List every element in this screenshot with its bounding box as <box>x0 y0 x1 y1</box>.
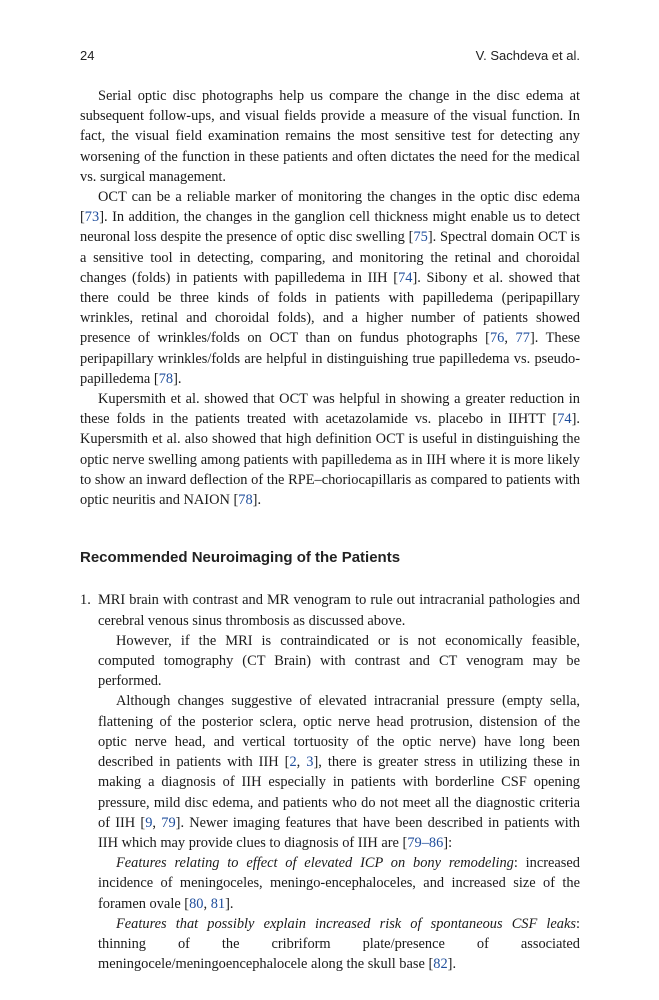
text-segment: However, if the MRI is contraindicated or is not economically feasible, computed tomography (CT Brain) with contrast and CT venogram may be performed. <box>98 632 580 690</box>
paragraph <box>98 853 580 914</box>
text-segment: : thinning of the cribriform plate/presence of associated meningocele/meningoencephalocele along the skull base [ <box>98 915 580 973</box>
text-segment: : increased incidence of meningoceles, meningo-encephaloceles, and increased size of the foramen ovale [ <box>98 855 580 912</box>
text-segment: ]. Sibony et al. showed that there could be three kinds of folds in patients with papilledema (peripapillary wrinkles, retinal and choroidal folds), and a higher number of patients showed presence of wrinkles/folds on OCT than on fundus photographs [ <box>80 269 580 347</box>
citation-link[interactable]: 75 <box>413 229 428 246</box>
paragraph <box>98 631 580 692</box>
text-segment: ]. <box>252 492 262 509</box>
citation-link[interactable]: 79 <box>161 814 176 831</box>
text-segment: , <box>152 814 162 831</box>
intro-paragraphs <box>80 86 580 510</box>
text-segment: ]. Newer imaging features that have been described in patients with IIH which may provide clues to diagnosis of IIH are [ <box>98 814 580 851</box>
paragraph <box>80 187 580 389</box>
citation-link[interactable]: 82 <box>433 956 448 973</box>
text-segment: Serial optic disc photographs help us compare the change in the disc edema at subsequent follow-ups, and visual fields provide a measure of the visual function. In fact, the visual field examination remains the most sensitive test for detecting any worsening of the function in these patients and often dictates the need for the medical vs. surgical management. <box>80 88 580 185</box>
text-segment: , <box>504 330 516 347</box>
paragraph <box>80 389 580 510</box>
text-segment: , <box>203 895 211 912</box>
citation-link[interactable]: 80 <box>189 895 204 912</box>
page-header <box>80 48 580 68</box>
citation-link[interactable]: 79–86 <box>407 834 444 851</box>
citation-link[interactable]: 78 <box>158 370 174 387</box>
text-segment: , <box>296 754 307 771</box>
text-segment: ], there is greater stress in utilizing these in making a diagnosis of IIH especially in patients with borderline CSF opening pressure, mild disc edema, and patients who do not meet all the diagnostic criteria of IIH [ <box>98 754 580 831</box>
text-segment: Although changes suggestive of elevated intracranial pressure (empty sella, flattening of the posterior sclera, optic nerve head protrusion, distension of the optic nerve head, and vertical tortuosity of the optic nerve) have long been described in patients with IIH [ <box>98 693 580 771</box>
citation-link[interactable]: 76 <box>489 330 505 347</box>
citation-link[interactable]: 74 <box>557 411 572 428</box>
citation-link[interactable]: 2 <box>289 754 297 771</box>
italic-text: Features relating to effect of elevated ICP on bony remodeling <box>116 855 514 872</box>
citation-link[interactable]: 74 <box>398 269 413 286</box>
list-marker: 1. <box>80 592 91 609</box>
italic-text: Features that possibly explain increased risk of spontaneous CSF leaks <box>116 915 576 932</box>
text-segment: ]: <box>443 834 453 851</box>
paragraph <box>80 86 580 187</box>
paragraph <box>98 590 580 630</box>
text-segment: ]. <box>173 370 182 387</box>
text-segment: MRI brain with contrast and MR venogram to rule out intracranial pathologies and cerebral venous sinus thrombosis as discussed above. <box>98 592 580 629</box>
section-title: Recommended Neuroimaging of the Patients <box>80 549 401 567</box>
paragraph <box>98 914 580 975</box>
text-segment: ]. Kupersmith et al. also showed that high definition OCT is useful in distinguishing the optic nerve swelling among patients with papilledema as in IIH where it is more likely to show an inward deflection of the RPE–choriocapillaris as compared to patients with optic neuritis and NAION [ <box>80 411 580 509</box>
page-number: 24 <box>80 48 95 63</box>
citation-link[interactable]: 78 <box>238 492 253 509</box>
citation-link[interactable]: 3 <box>306 754 314 771</box>
text-segment: ]. <box>225 895 234 912</box>
list-paragraphs <box>98 590 580 974</box>
text-segment: ]. <box>447 956 457 973</box>
text-segment: ]. In addition, the changes in the ganglion cell thickness might enable us to detect neuronal loss despite the presence of optic disc swelling [ <box>80 209 580 246</box>
article-body <box>80 86 580 974</box>
paragraph <box>98 691 580 853</box>
citation-link[interactable]: 77 <box>515 330 530 347</box>
citation-link[interactable]: 81 <box>210 895 226 912</box>
text-segment: ]. These peripapillary wrinkles/folds are helpful in distinguishing true papilledema vs. pseudo-papilledema [ <box>80 330 580 387</box>
text-segment: ]. Spectral domain OCT is a sensitive tool in detecting, comparing, and monitoring the retinal and choroidal changes (folds) in patients with papilledema in IIH [ <box>80 229 580 286</box>
citation-link[interactable]: 9 <box>145 814 153 831</box>
list-item <box>80 590 580 974</box>
citation-link[interactable]: 73 <box>84 209 100 226</box>
text-segment: Kupersmith et al. showed that OCT was helpful in showing a greater reduction in these folds in the patients treated with acetazolamide vs. placebo in IIHTT [ <box>80 391 580 428</box>
text-segment: OCT can be a reliable marker of monitoring the changes in the optic disc edema [ <box>80 189 580 226</box>
running-head: V. Sachdeva et al. <box>475 48 580 63</box>
